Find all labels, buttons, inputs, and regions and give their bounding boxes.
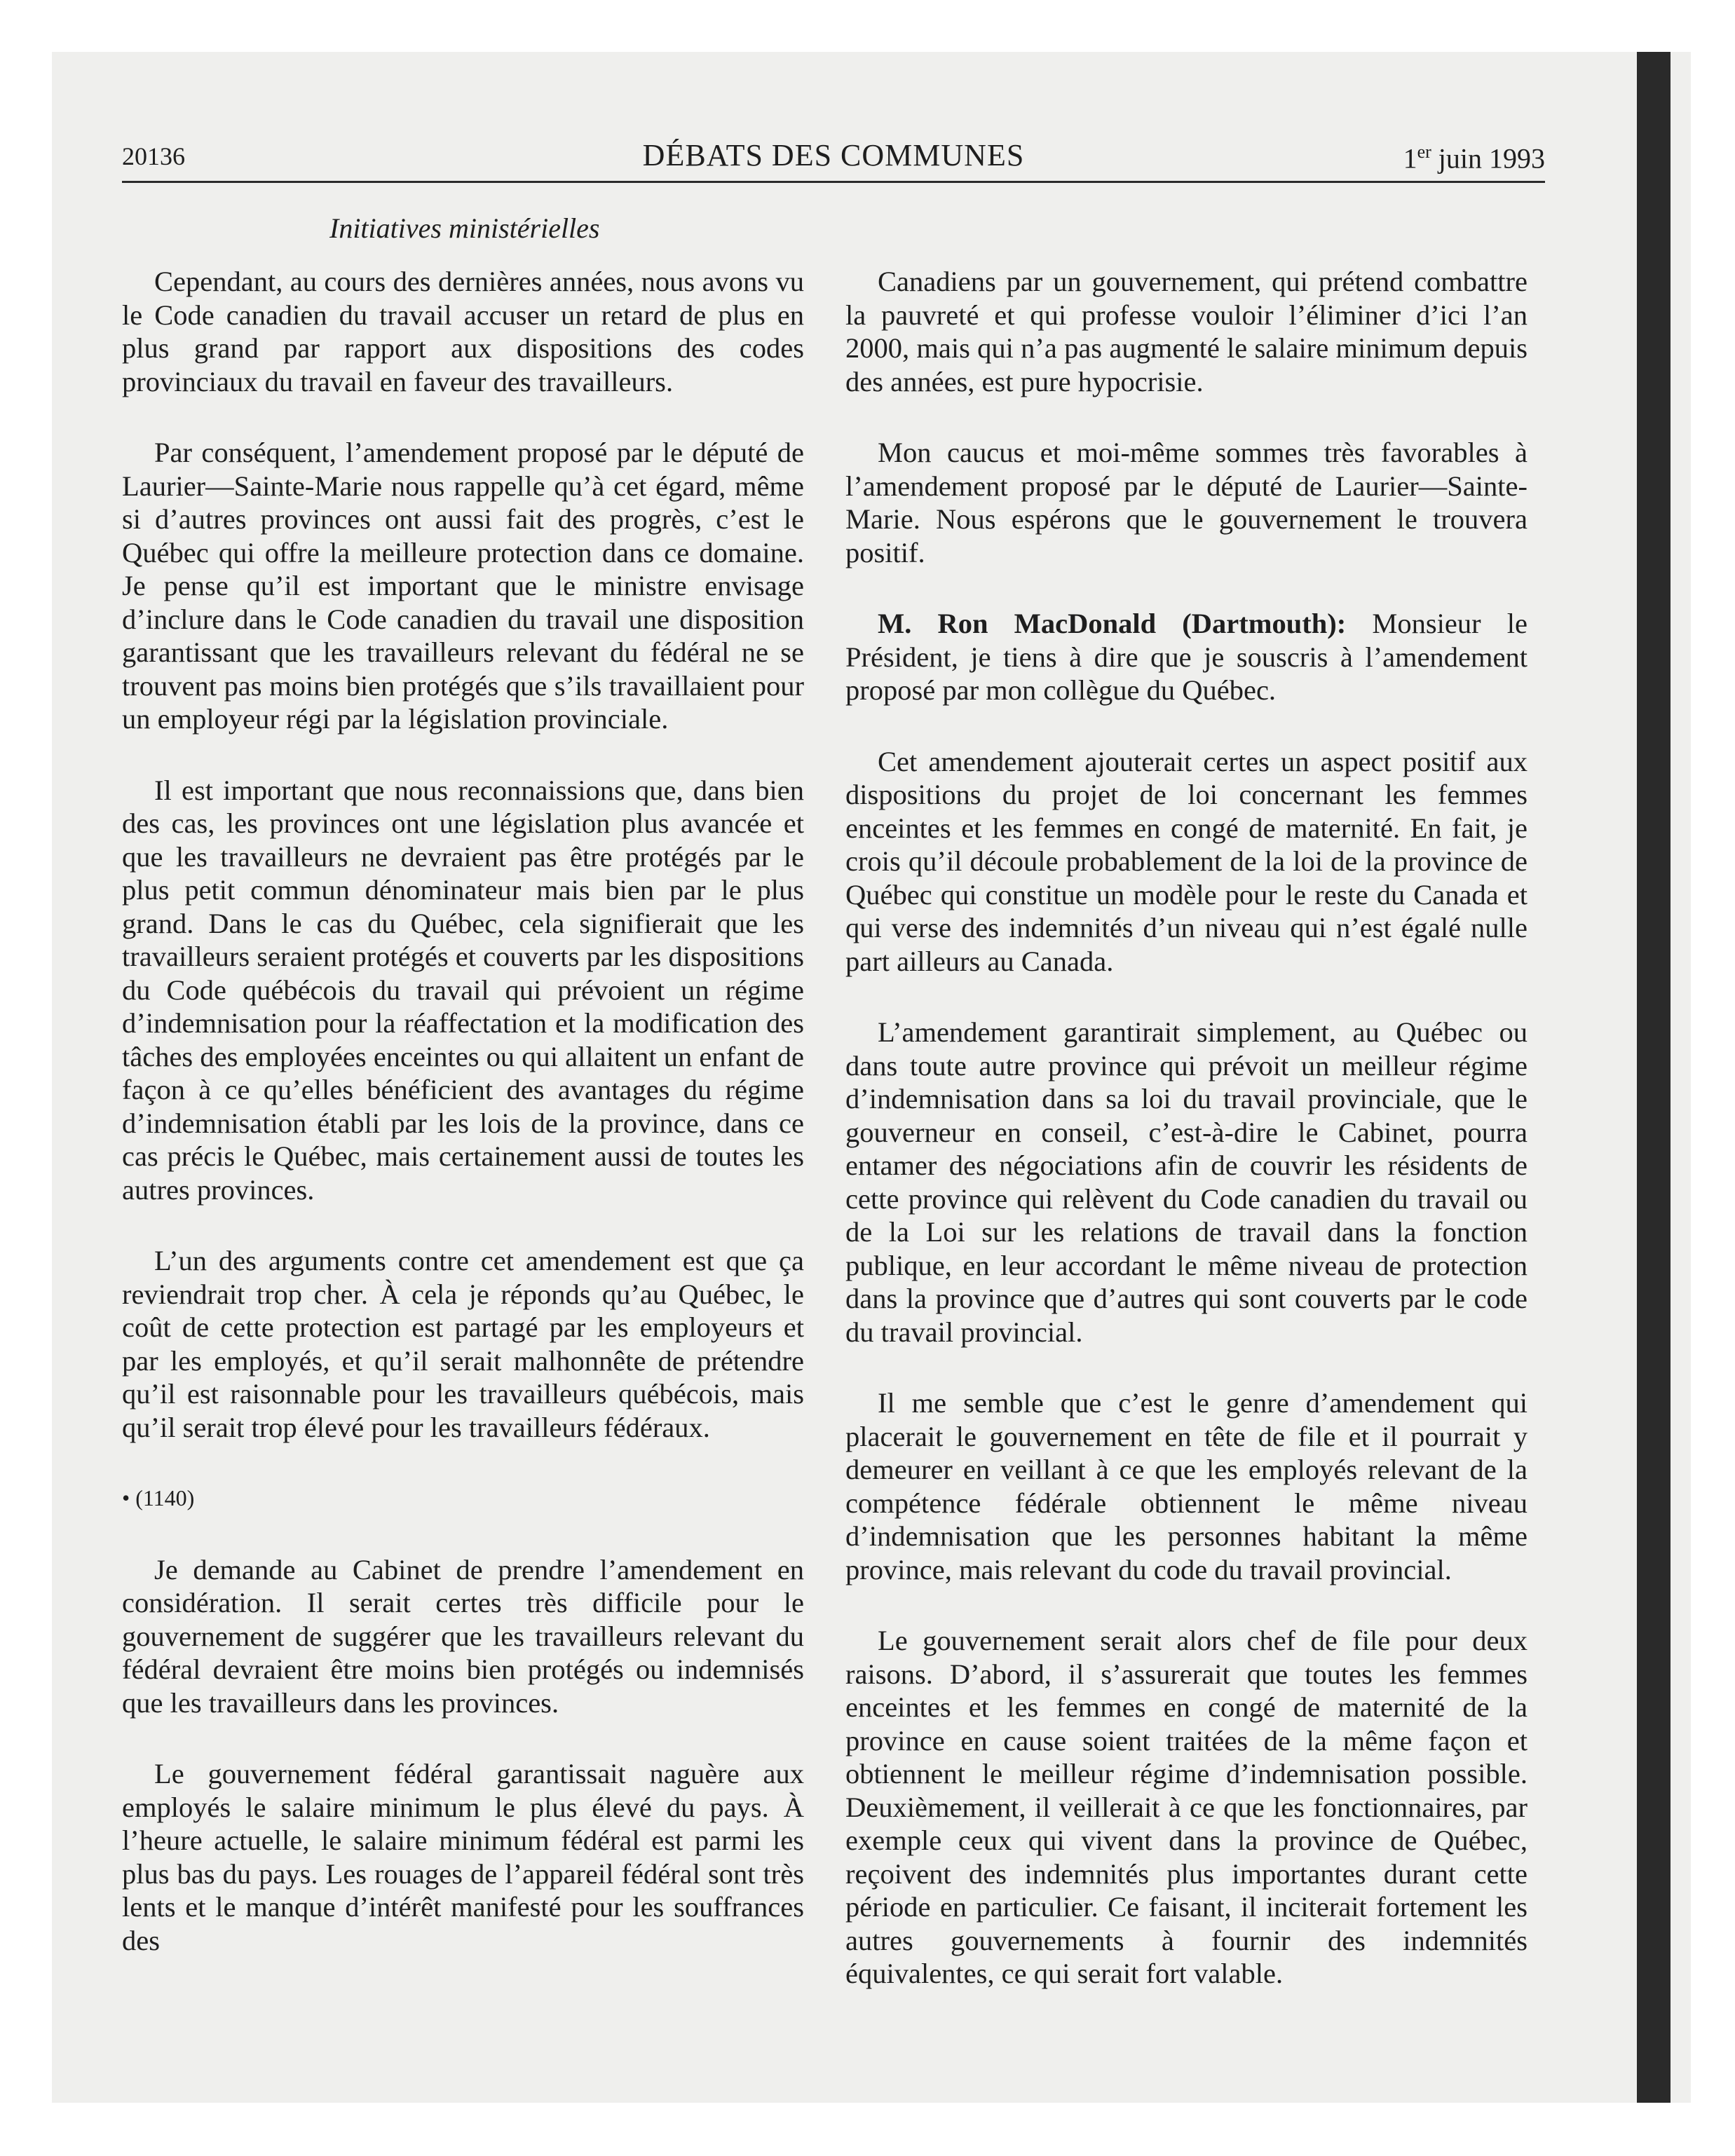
time-marker: • (1140)	[122, 1485, 195, 1510]
paragraph: Cet amendement ajouterait certes un aspect positif aux dispositions du projet de loi concernant les femmes enceintes et les femmes en congé de maternité. En fait, je crois qu’il découle probablement de la loi de la province de Québec qui constitue un modèle pour le reste du Canada et qui verse des indemnités d’un niveau qui n’est égalé nulle part ailleurs au Canada.	[845, 745, 1528, 977]
paragraph: Canadiens par un gouvernement, qui prétend combattre la pauvreté et qui professe vouloir l’éliminer d’ici l’an 2000, mais qui n’a pas augmenté le salaire minimum depuis des années, est pure hypocrisie.	[845, 266, 1528, 397]
paragraph: Cependant, au cours des dernières années, nous avons vu le Code canadien du travail accuser un retard de plus en plus grand par rapport aux dispositions des codes provinciaux du travail en faveur des travailleurs.	[122, 266, 804, 397]
paragraph: Il me semble que c’est le genre d’amendement qui placerait le gouvernement en tête de file et il pourrait y demeurer en veillant à ce que les employés relevant de la compétence fédérale obtiennent le même niveau d’indemnisation que les personnes habitant la même province, mais relevant du code du travail provincial.	[845, 1387, 1528, 1585]
speech-paragraph: M. Ron MacDonald (Dartmouth): Monsieur le Président, je tiens à dire que je souscris à l’amendement proposé par mon collègue du Québec.	[845, 608, 1528, 706]
paragraph: Le gouvernement fédéral garantissait naguère aux employés le salaire minimum le plus élevé du pays. À l’heure actuelle, le salaire minimum fédéral est parmi les plus bas du pays. Les rouages de l’appareil fédéral sont très lents et le manque d’intérêt manifesté pour les souffrances des	[122, 1758, 804, 1956]
left-column	[122, 265, 804, 1995]
right-column	[845, 265, 1528, 2028]
paragraph: Mon caucus et moi-même sommes très favorables à l’amendement proposé par le député de Laurier—Sainte-Marie. Nous espérons que le gouvernement le trouvera positif.	[845, 437, 1528, 568]
publication-date: 1er juin 1993	[1403, 142, 1545, 175]
paragraph: Je demande au Cabinet de prendre l’amendement en considération. Il serait certes très difficile pour le gouvernement de suggérer que les travailleurs relevant du fédéral devraient être moins bien protégés ou indemnisés que les travailleurs dans les provinces.	[122, 1553, 804, 1719]
speaker-name: M. Ron MacDonald (Dartmouth):	[878, 608, 1347, 639]
page-header	[122, 137, 1545, 179]
scan-edge-shadow	[1637, 52, 1671, 2103]
page-number: 20136	[122, 142, 185, 170]
section-title: Initiatives ministérielles	[329, 212, 600, 244]
journal-title: DÉBATS DES COMMUNES	[642, 138, 1025, 172]
header-rule	[122, 181, 1545, 183]
paragraph: Par conséquent, l’amendement proposé par le député de Laurier—Sainte-Marie nous rappelle qu’à cet égard, même si d’autres provinces ont aussi fait des progrès, c’est le Québec qui offre la meilleure protection dans ce domaine. Je pense qu’il est important que le ministre envisage d’inclure dans le Code canadien du travail une disposition garantissant que les travailleurs relevant du fédéral ne se trouvent pas moins bien protégés que s’ils travaillaient pour un employeur régi par la législation provinciale.	[122, 437, 804, 735]
paragraph: L’amendement garantirait simplement, au Québec ou dans toute autre province qui prévoit un meilleur régime d’indemnisation dans sa loi du travail provinciale, que le gouverneur en conseil, c’est-à-dire le Cabinet, pourra entamer des négociations afin de couvrir les résidents de cette province qui relèvent du Code canadien du travail ou de la Loi sur les relations de travail dans la fonction publique, en leur accordant le même niveau de protection dans la province que d’autres qui sont couverts par le code du travail provincial.	[845, 1016, 1528, 1348]
paragraph: Il est important que nous reconnaissions que, dans bien des cas, les provinces ont une législation plus avancée et que les travailleurs ne devraient pas être protégés par le plus petit commun dénominateur mais bien par le plus grand. Dans le cas du Québec, cela signifierait que les travailleurs seraient protégés et couverts par les dispositions du Code québécois du travail qui prévoient un régime d’indemnisation pour la réaffectation et la modification des tâches des employées enceintes ou qui allaitent un enfant de façon à ce qu’elles bénéficient des avantages du régime d’indemnisation établi par les lois de la province, dans ce cas précis le Québec, mais certainement aussi de toutes les autres provinces.	[122, 774, 804, 1206]
paragraph: L’un des arguments contre cet amendement est que ça reviendrait trop cher. À cela je réponds qu’au Québec, le coût de cette protection est partagé par les employeurs et par les employés, et qu’il serait malhonnête de prétendre qu’il est raisonnable pour les travailleurs québécois, mais qu’il serait trop élevé pour les travailleurs fédéraux.	[122, 1245, 804, 1443]
paragraph: Le gouvernement serait alors chef de file pour deux raisons. D’abord, il s’assurerait que toutes les femmes enceintes et les femmes en congé de maternité de la province en cause soient traitées de la même façon et obtiennent le meilleur régime d’indemnisation possible. Deuxièmement, il veillerait à ce que les fonctionnaires, par exemple ceux qui vivent dans la province de Québec, reçoivent des indemnités plus importantes durant cette période en particulier. Ce faisant, il inciterait fortement les autres gouvernements à fournir des indemnités équivalentes, ce qui serait fort valable.	[845, 1625, 1528, 1989]
